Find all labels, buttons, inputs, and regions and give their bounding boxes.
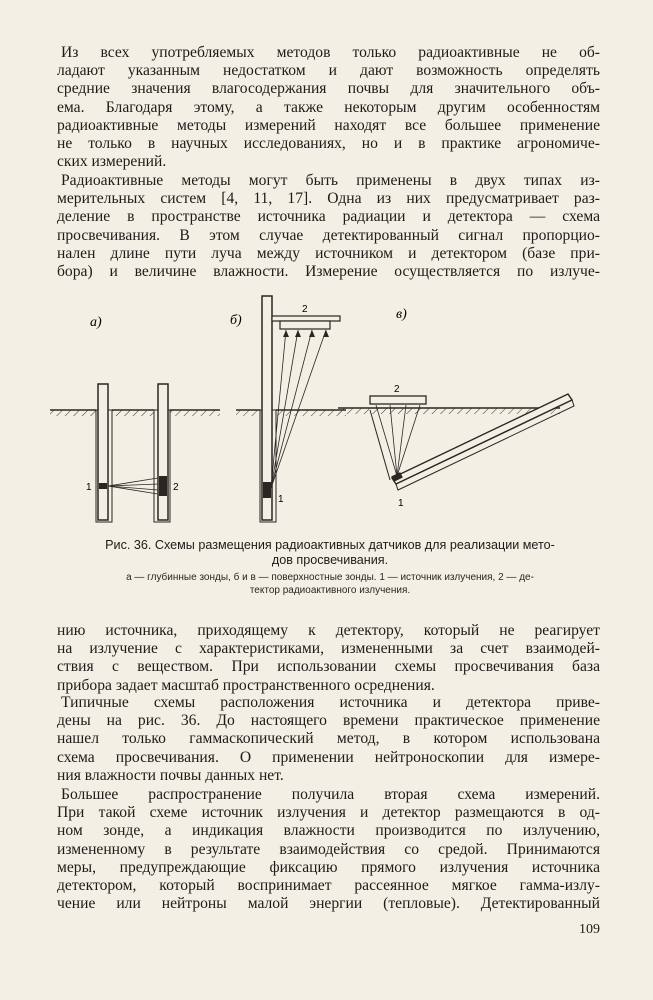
figure-drawing xyxy=(40,288,620,536)
panel-c-diagram xyxy=(338,307,574,509)
text-line: прибора задает масштаб пространственного осреднения. xyxy=(57,676,435,694)
text-line: ема. Благодаря этому, а также некоторым другим особенностям xyxy=(57,98,600,116)
page-number: 109 xyxy=(579,922,600,937)
caption-legend-line-1: а — глубинные зонды, б и в — поверхностные зонды. 1 — источник излучения, 2 — де- xyxy=(126,572,534,583)
text-line: нашел только гаммаскопический метод, в котором использована xyxy=(57,730,600,748)
detector-number: 2 xyxy=(173,482,179,493)
text-line: радиоактивные методы измерений находят все большее применение xyxy=(57,116,600,134)
text-line: нален длине пути луча между источником и детектором (базе при- xyxy=(57,244,600,262)
text-line: ладают указанным недостатком и дают возможность определять xyxy=(57,62,600,80)
source-number: 1 xyxy=(86,482,92,493)
text-line: на излучение с характеристиками, измененными за счет взаимодей- xyxy=(57,640,600,658)
text-line: дены на рис. 36. До настоящего времени практическое применение xyxy=(57,712,600,730)
text-line: Типичные схемы расположения источника и детектора приве- xyxy=(61,694,600,711)
text-line: мерительных систем [4, 11, 17]. Одна из них предусматривает раз- xyxy=(57,190,600,208)
text-line: меры, предупреждающие фиксацию прямого излучения источника xyxy=(57,858,600,876)
text-line: ном зонде, а индикация влажности производится по излучению, xyxy=(57,822,600,840)
text-line: нию источника, приходящему к детектору, который не реагирует xyxy=(57,622,600,639)
source-number: 1 xyxy=(398,498,404,509)
panel-b-label: б) xyxy=(230,313,242,328)
figure-caption xyxy=(40,538,620,597)
paragraph-5 xyxy=(57,786,600,913)
text-line: ствия с веществом. При использовании схемы просвечивания база xyxy=(57,658,600,676)
paragraph-3 xyxy=(57,622,600,695)
panel-b-diagram xyxy=(230,296,346,522)
text-line: Из всех употребляемых методов только радиоактивные не об- xyxy=(61,44,600,61)
text-line: измененному в результате взаимодействия со средой. Принимаются xyxy=(57,840,600,858)
caption-legend-line-2: тектор радиоактивного излучения. xyxy=(249,584,411,596)
panel-a-diagram xyxy=(50,315,220,522)
text-line: деление в пространстве источника радиации и детектора — схема xyxy=(57,208,600,226)
detector-number: 2 xyxy=(302,304,308,315)
detector-number: 2 xyxy=(394,384,400,395)
text-line: средние значения влагосодержания почвы для значительного объ- xyxy=(57,80,600,98)
text-line: не только в научных исследованиях, но и в практике агрономиче- xyxy=(57,135,600,153)
text-line: Большее распространение получила вторая схема измерений. xyxy=(61,786,600,803)
text-line: При такой схеме источник излучения и детектор размещаются в од- xyxy=(57,804,600,822)
caption-title-line-1: Рис. 36. Схемы размещения радиоактивных датчиков для реализации мето- xyxy=(105,538,555,552)
paragraph-2 xyxy=(57,172,600,281)
text-line: бора) и величине влажности. Измерение осуществляется по излуче- xyxy=(57,263,600,281)
paragraph-4 xyxy=(57,694,600,785)
text-line: детектором, который воспринимает рассеянное мягкое гамма-излу- xyxy=(57,877,600,895)
text-line: просвечивания. В этом случае детектированный сигнал пропорцио- xyxy=(57,226,600,244)
source-number: 1 xyxy=(278,494,284,505)
panel-a-label: а) xyxy=(90,315,102,330)
text-line: ния влажности почвы данных нет. xyxy=(57,766,284,784)
figure-36 xyxy=(40,288,620,536)
text-line: Радиоактивные методы могут быть применены в двух типах из- xyxy=(61,172,600,189)
paragraph-1 xyxy=(57,44,600,171)
caption-title-line-2: дов просвечивания. xyxy=(271,553,389,567)
text-line: ских измерений. xyxy=(57,153,167,171)
text-line: чение или нейтроны малой энергии (тепловые). Детектированный xyxy=(57,895,600,913)
panel-c-label: в) xyxy=(396,307,407,322)
text-line: схема просвечивания. О применении нейтроноскопии для измере- xyxy=(57,748,600,766)
